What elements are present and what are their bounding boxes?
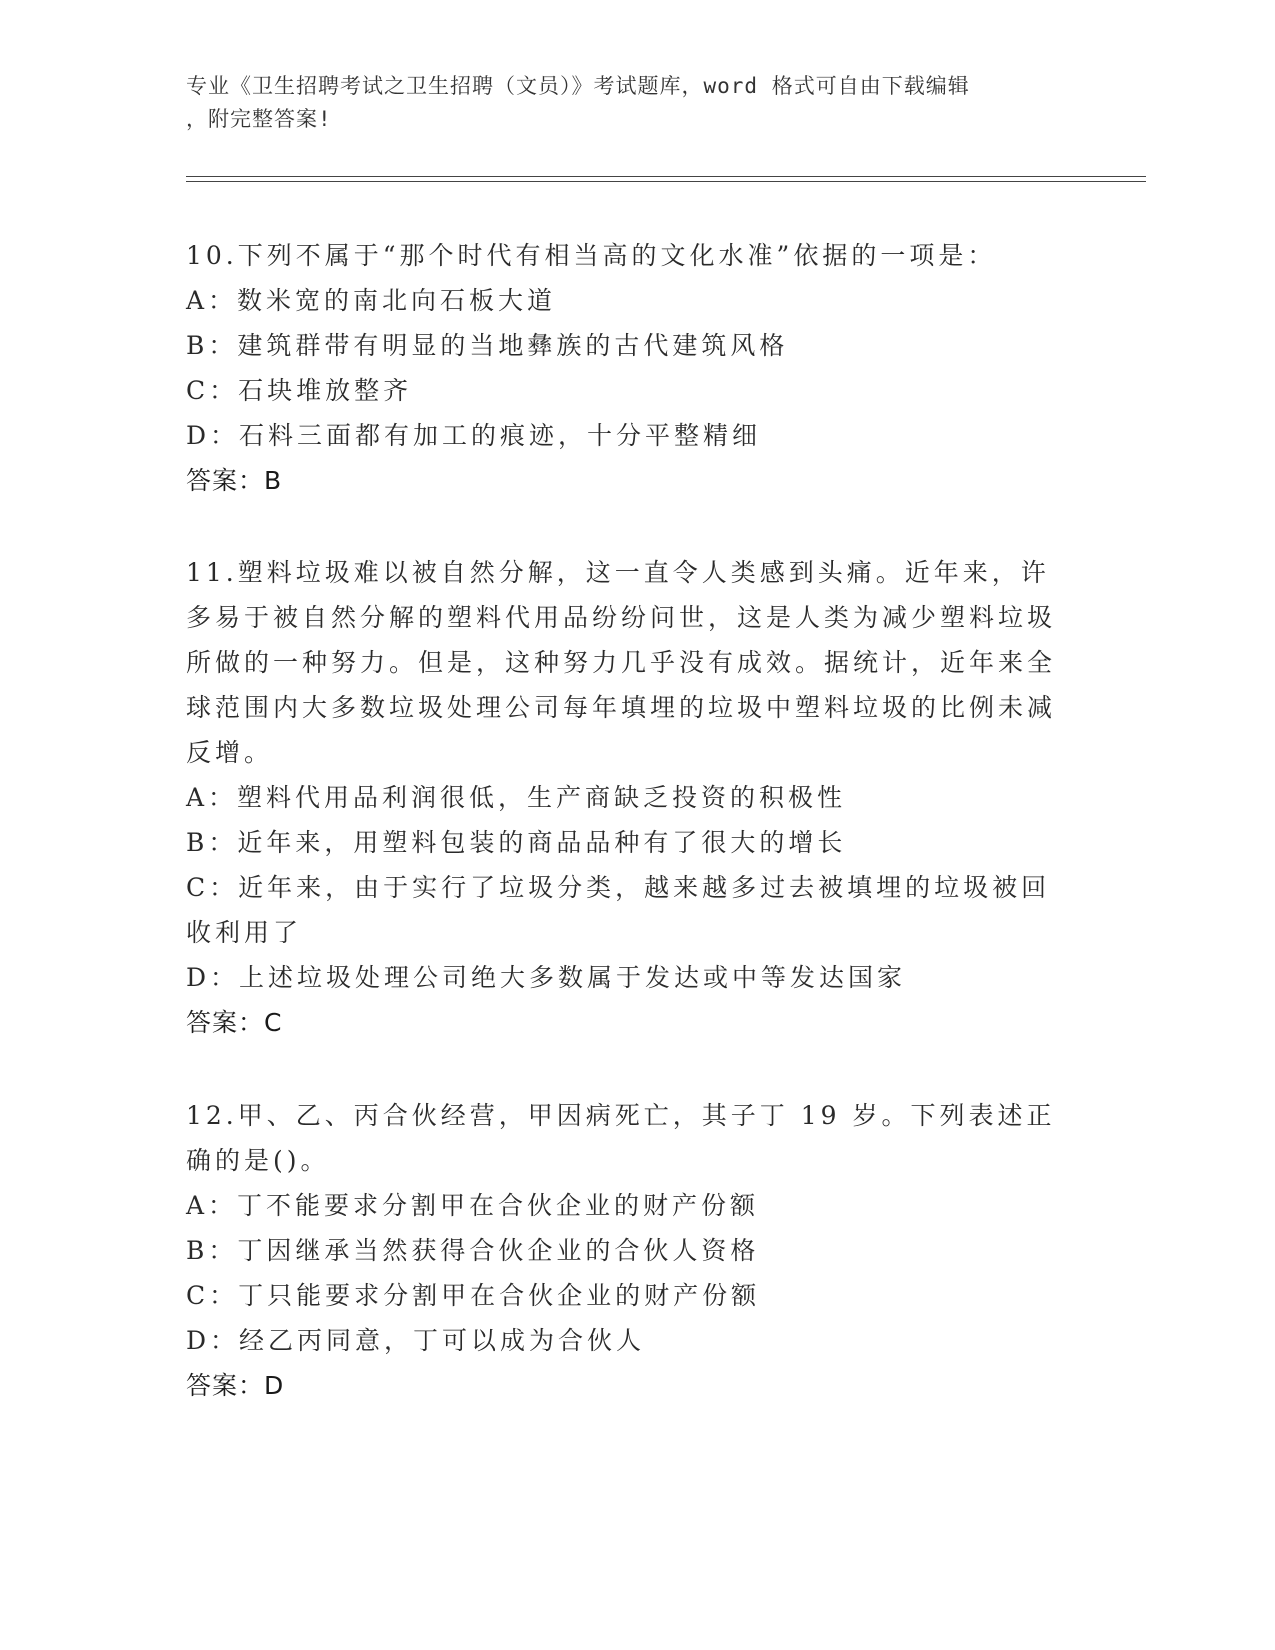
option-c: C：近年来，由于实行了垃圾分类，越来越多过去被填埋的垃圾被回收利用了 xyxy=(186,873,1051,947)
option-d: D：经乙丙同意，丁可以成为合伙人 xyxy=(186,1326,646,1355)
option-c: C：丁只能要求分割甲在合伙企业的财产份额 xyxy=(186,1281,761,1310)
option-b: B：近年来，用塑料包装的商品品种有了很大的增长 xyxy=(186,828,847,857)
question-12 xyxy=(186,1093,1066,1408)
header-line-2: ，附完整答案! xyxy=(186,107,332,131)
option-d: D：石料三面都有加工的痕迹，十分平整精细 xyxy=(186,421,762,450)
answer: 答案：B xyxy=(186,466,283,495)
question-stem: 12.甲、乙、丙合伙经营，甲因病死亡，其子丁 19 岁。下列表述正确的是()。 xyxy=(186,1101,1056,1175)
option-c: C：石块堆放整齐 xyxy=(186,376,413,405)
document-header xyxy=(186,70,1086,136)
answer: 答案：C xyxy=(186,1008,283,1037)
header-line-1: 专业《卫生招聘考试之卫生招聘（文员）》考试题库，word 格式可自由下载编辑 xyxy=(186,74,970,98)
question-stem: 11.塑料垃圾难以被自然分解，这一直令人类感到头痛。近年来，许多易于被自然分解的塑料代用品纷纷问世，这是人类为减少塑料垃圾所做的一种努力。但是，这种努力几乎没有成效。据统计，近年来全球范围内大多数垃圾处理公司每年填埋的垃圾中塑料垃圾的比例未减反增。 xyxy=(186,558,1057,767)
question-stem: 10.下列不属于“那个时代有相当高的文化水准”依据的一项是： xyxy=(186,241,997,270)
question-11 xyxy=(186,550,1066,1045)
option-d: D：上述垃圾处理公司绝大多数属于发达或中等发达国家 xyxy=(186,963,907,992)
option-a: A：数米宽的南北向石板大道 xyxy=(186,286,557,315)
option-a: A：塑料代用品利润很低，生产商缺乏投资的积极性 xyxy=(186,783,847,812)
header-divider xyxy=(186,176,1146,182)
option-b: B：丁因继承当然获得合伙企业的合伙人资格 xyxy=(186,1236,760,1265)
answer: 答案：D xyxy=(186,1371,285,1400)
option-b: B：建筑群带有明显的当地彝族的古代建筑风格 xyxy=(186,331,789,360)
question-10 xyxy=(186,233,1066,503)
option-a: A：丁不能要求分割甲在合伙企业的财产份额 xyxy=(186,1191,760,1220)
